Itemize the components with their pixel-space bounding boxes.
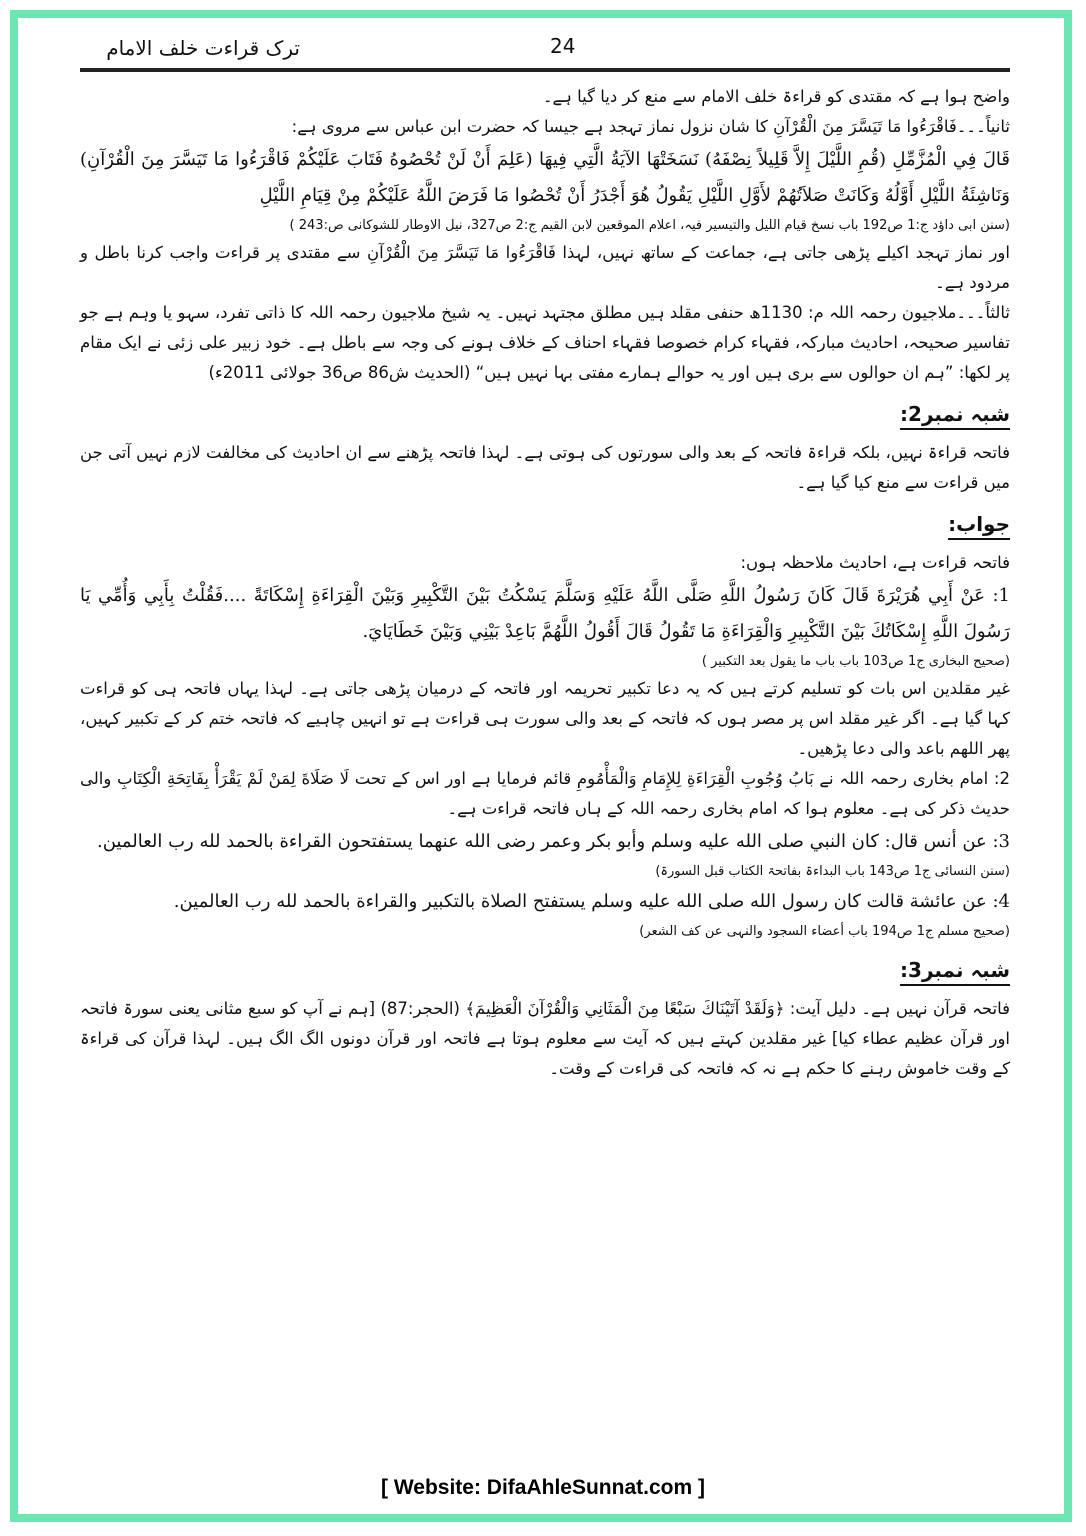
paragraph-13: فاتحہ قرآن نہیں ہے۔ دلیل آیت: ﴿وَلَقَدْ آتَيْنَاكَ سَبْعًا مِنَ الْمَثَانِي وَالْقُرْآنَ الْعَظِيمَ﴾ (الحجر:87) [ہم نے آپ کو سبع مثانی یعنی سورۃ فاتحہ اور قرآن عظیم عطاء کیا] غیر مقلدین کہتے ہیں کہ آیت سے معلوم ہوتا ہے فاتحہ اور قرآن دونوں الگ الگ ہیں۔ لہذا قرآن کی قراءۃ کے وقت خاموش رہنے کا حکم ہے نہ کہ فاتحہ کی قراءت کے وقت۔ (80, 999, 1010, 1078)
heading-shubha-3: شبہ نمبر3: (900, 958, 1010, 986)
heading-shubha-2: شبہ نمبر2: (900, 402, 1010, 430)
paragraph-2: ثانیاً۔۔۔فَاقْرَءُوا مَا تَيَسَّرَ مِنَ الْقُرْآنِ کا شان نزول نماز تہجد ہے جیسا کہ حضرت ابن عباس سے مروی ہے: (291, 117, 1010, 136)
hadith-3: 3: عن أنس قال: كان النبي صلى الله عليه وسلم وأبو بكر وعمر رضى الله عنهما يستفتحون القراءة بالحمد لله رب العالمين. (96, 831, 1010, 852)
website-footer: [ Website: DifaAhleSunnat.com ] (381, 1476, 705, 1499)
paragraph-6: فاتحہ قراءۃ نہیں، بلکہ قراءۃ فاتحہ کے بعد والی سورتوں کی ہوتی ہے۔ لہذا فاتحہ پڑھنے سے ان احادیث کی مخالفت لازم نہیں آتی جن میں قراءت سے منع کیا گیا ہے۔ (79, 443, 1010, 492)
arabic-quote-1: قَالَ فِي الْمُزَّمِّلِ (قُمِ اللَّيْلَ إِلاَّ قَلِيلاً نِصْفَهُ) نَسَخَتْهَا الآيَةُ الَّتِي فِيهَا (عَلِمَ أَنْ لَنْ تُحْصُوهُ فَتَابَ عَلَيْكُمْ فَاقْرَءُوا مَا تَيَسَّرَ مِنَ الْقُرْآنِ) وَنَاشِئَةُ اللَّيْلِ أَوَّلُهُ وَكَانَتْ صَلاَتُهُمْ لأَوَّلِ اللَّيْلِ يَقُولُ هُوَ أَجْدَرُ أَنْ تُحْصُوا مَا فَرَضَ اللَّهُ عَلَيْكُمْ مِنْ قِيَامِ اللَّيْلِ (80, 149, 1010, 206)
hadith-1: 1: عَنْ أَبِي هُرَيْرَةَ قَالَ كَانَ رَسُولُ اللَّهِ صَلَّى اللَّهُ عَلَيْهِ وَسَلَّمَ يَسْكُتُ بَيْنَ التَّكْبِيرِ وَبَيْنَ الْقِرَاءَةِ إِسْكَاتَةً ....فَقُلْتُ بِأَبِي وَأُمِّي يَا رَسُولَ اللَّهِ إِسْكَاتُكَ بَيْنَ التَّكْبِيرِ وَالْقِرَاءَةِ مَا تَقُولُ قَالَ أَقُولُ اللَّهُمَّ بَاعِدْ بَيْنِي وَبَيْنَ خَطَايَايَ. (80, 585, 1010, 642)
reference-4: (صحیح مسلم ج1 ص194 باب أعضاء السجود والنہی عن کف الشعر) (639, 924, 1010, 939)
reference-1: (سنن ابی داؤد ج:1 ص192 باب نسخ قیام اللیل والتیسیر فیہ، اعلام الموقعین لابن القیم ج:2 ص327، نیل الاوطار للشوکانی ص:243 ) (289, 218, 1010, 233)
paragraph-1: واضح ہوا ہے کہ مقتدی کو قراءۃ خلف الامام سے منع کر دیا گیا ہے۔ (542, 87, 1010, 106)
page-title: ترک قراءت خلف الامام (106, 36, 300, 60)
document-content (80, 30, 1010, 1500)
paragraph-5: ثالثاً۔۔۔ملاجیون رحمہ اللہ م: 1130ھ حنفی مقلد ہیں مطلق مجتہد نہیں۔ یہ شیخ ملاجیون رحمہ اللہ کا ذاتی تفرد، سہو یا وہم ہے جو تفاسیر صحیحہ، احادیث مبارکہ، فقہاء کرام خصوصا فقہاء احناف کے خلاف ہونے کی وجہ سے باطل ہے۔ خود زبیر علی زئی نے ایک مقام پر لکھا: ”ہم ان حوالوں سے بری ہیں اور یہ حوالے ہمارے مفتی بہا نہیں ہیں“ (الحدیث ش86 ص36 جولائی 2011ء) (80, 303, 1010, 382)
paragraph-4: اور نماز تہجد اکیلے پڑھی جاتی ہے، جماعت کے ساتھ نہیں، لہذا فَاقْرَءُوا مَا تَيَسَّرَ مِنَ الْقُرْآنِ سے مقتدی پر قراءت واجب کرنا باطل و مردود ہے۔ (80, 243, 1010, 292)
paragraph-7: فاتحہ قراءت ہے، احادیث ملاحظہ ہوں: (740, 553, 1010, 572)
heading-jawab: جواب: (948, 512, 1010, 540)
reference-2: (صحیح البخاری ج1 ص103 باب باب ما یقول بعد التکبیر ) (701, 654, 1010, 669)
paragraph-10: 2: امام بخاری رحمہ اللہ نے بَابُ وُجُوبِ الْقِرَاءَةِ لِلإِمَامِ وَالْمَأْمُومِ قائم فرمایا ہے اور اس کے تحت لَا صَلَاةَ لِمَنْ لَمْ يَقْرَأْ بِفَاتِحَةِ الْكِتَابِ والی حدیث ذکر کی ہے۔ معلوم ہوا کہ امام بخاری رحمہ اللہ کے ہاں فاتحہ قراءت ہے۔ (80, 769, 1010, 818)
paragraph-9: غیر مقلدین اس بات کو تسلیم کرتے ہیں کہ یہ دعا تکبیر تحریمہ اور فاتحہ کے درمیان پڑھی جاتی ہے۔ لہذا یہاں فاتحہ ہی کو قراءت کہا گیا ہے۔ اگر غیر مقلد اس پر مصر ہوں کہ فاتحہ کے بعد والی سورت ہی قراءت ہے تو انہیں چاہیے کہ فاتحہ ختم کر کے تکبیر کہیں، پھر اللھم باعد والی دعا پڑھیں۔ (80, 679, 1010, 758)
page-header (80, 30, 1010, 72)
page-number: 24 (550, 34, 576, 58)
hadith-4: 4: عن عائشة قالت كان رسول الله صلى الله عليه وسلم يستفتح الصلاة بالتكبير والقراءة بالحمد لله رب العالمين. (173, 891, 1010, 912)
reference-3: (سنن النسائی ج1 ص143 باب البداءۃ بفاتحۃ الکتاب قبل السورۃ) (655, 864, 1010, 879)
